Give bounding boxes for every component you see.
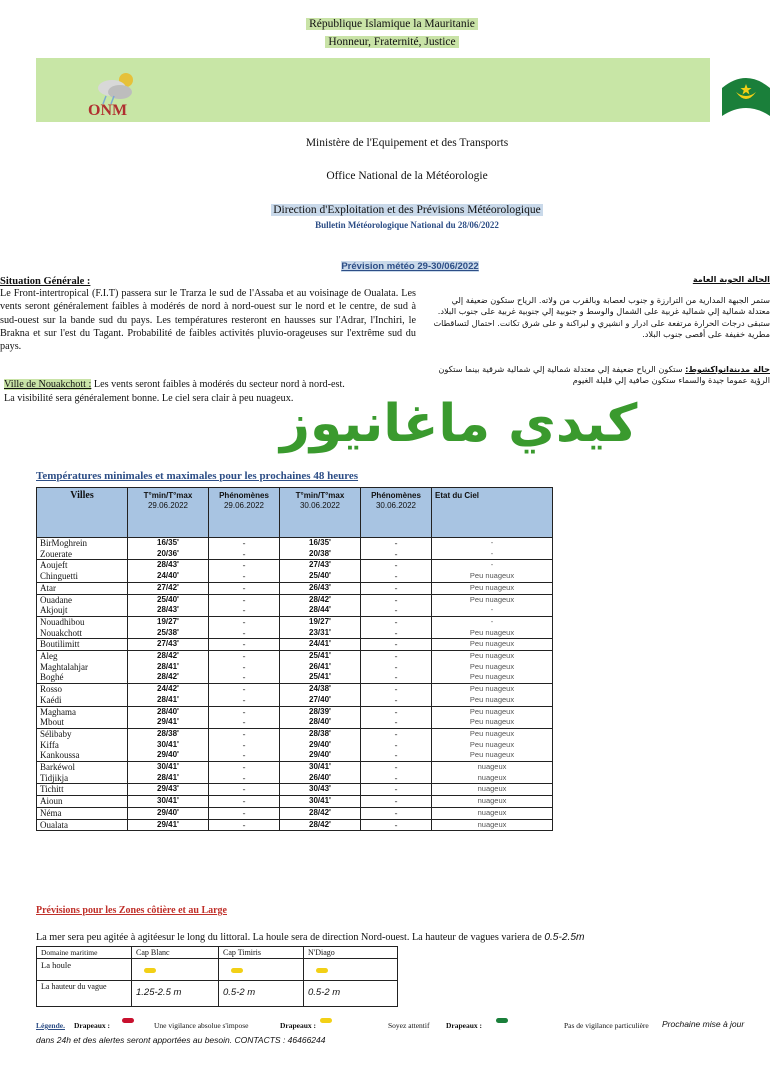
temp-day2-cell: 24/38'	[280, 684, 361, 695]
city-cell: Boghé	[37, 672, 128, 683]
city-cell: Aleg	[37, 651, 128, 662]
phen-day2-cell: -	[361, 762, 432, 773]
houle-flag-capblanc	[132, 959, 219, 981]
table-body	[37, 538, 553, 831]
yellow-flag-icon	[316, 968, 328, 973]
temp-day1-cell: 28/43'	[128, 560, 209, 571]
temp-day2-cell: 28/42'	[280, 807, 361, 819]
phen-day1-cell: -	[209, 819, 280, 831]
header-phen-day1: Phénomènes 29.06.2022	[209, 488, 280, 538]
sea-header-row	[37, 947, 398, 959]
phen-day1-cell: -	[209, 594, 280, 605]
table-header-row	[37, 488, 553, 538]
sky-cell: Peu nuageux	[432, 740, 553, 751]
houle-label: La houle	[37, 959, 132, 981]
phen-day2-cell: -	[361, 594, 432, 605]
table-row	[37, 773, 553, 784]
legend-red-text: Une vigilance absolue s'impose	[154, 1021, 249, 1030]
phen-day1-cell: -	[209, 560, 280, 571]
sky-cell: -	[432, 605, 553, 616]
sky-cell: Peu nuageux	[432, 717, 553, 728]
temp-day2-cell: 30/41'	[280, 796, 361, 808]
city-cell: BirMoghrein	[37, 538, 128, 549]
situation-text: Le Front-intertropical (F.I.T) passera sur le Trarza le sud de l'Assaba et au voisinage de Oualata. Les vents seront généralement faibles à modérés de nord à nord-ouest sur le nord et le centre, de sud à sud-ouest sur la bande sud du pays. Les températures resteront en hausses sur l'Adrar, l'Inchiri, le Brakna et sur l'est du Tagant. Probabilité de faibles activités pluvio-orageuses sur l'extrême sud du pays.	[0, 288, 416, 353]
city-cell: Oualata	[37, 819, 128, 831]
city-cell: Tichitt	[37, 784, 128, 796]
temp-day1-cell: 28/42'	[128, 672, 209, 683]
temp-day1-cell: 28/41'	[128, 695, 209, 706]
table-row	[37, 819, 553, 831]
temp-day1-cell: 30/41'	[128, 796, 209, 808]
phen-day1-cell: -	[209, 750, 280, 761]
houle-flag-captimiris	[219, 959, 304, 981]
phen-day2-cell: -	[361, 773, 432, 784]
temp-day1-cell: 28/38'	[128, 728, 209, 739]
temp-day1-cell: 30/41'	[128, 762, 209, 773]
table-row	[37, 740, 553, 751]
phen-day1-cell: -	[209, 672, 280, 683]
header-block	[0, 14, 784, 50]
phen-day2-cell: -	[361, 784, 432, 796]
sky-cell: Peu nuageux	[432, 651, 553, 662]
city-cell: Zouerate	[37, 549, 128, 560]
sea-header-ndiago: N'Diago	[304, 947, 398, 959]
phen-day1-cell: -	[209, 571, 280, 582]
temp-day1-cell: 29/41'	[128, 819, 209, 831]
header-phen-day2: Phénomènes 30.06.2022	[361, 488, 432, 538]
temp-day2-cell: 25/41'	[280, 651, 361, 662]
sea-header-capblanc: Cap Blanc	[132, 947, 219, 959]
temp-day1-cell: 16/35'	[128, 538, 209, 549]
phen-day2-cell: -	[361, 628, 432, 639]
phen-day1-cell: -	[209, 628, 280, 639]
phen-day1-cell: -	[209, 717, 280, 728]
yellow-flag-icon	[231, 968, 243, 973]
sky-cell: nuageux	[432, 773, 553, 784]
nouakchott-ar-text: ستكون الرياح ضعيفة إلي معتدلة شمالية إلي شمالية شرقية بينما ستكون الرؤية عموما جيدة والسماء ستكون صافية إلي قليلة الغيوم	[438, 364, 770, 386]
phen-day2-cell: -	[361, 706, 432, 717]
table-row	[37, 651, 553, 662]
sea-row-hauteur	[37, 981, 398, 1007]
city-cell: Maghama	[37, 706, 128, 717]
sky-cell: Peu nuageux	[432, 706, 553, 717]
situation-fr	[0, 276, 416, 353]
phen-day2-cell: -	[361, 549, 432, 560]
sky-cell: nuageux	[432, 796, 553, 808]
green-flag-icon	[496, 1018, 508, 1023]
table-row	[37, 672, 553, 683]
header-villes: Villes	[37, 488, 128, 538]
situation-ar-title: الحالة الجوية العامة	[692, 274, 770, 284]
situation-ar-text: ستمر الجبهة المدارية من الترارزة و جنوب لعصابة وبالقرب من ولاته. الرياح ستكون ضعيفة إلي معتدلة شمالية إلي شمالية غربية على الشمال والوسط و جنوبية إلي جنوبية غربية على جنوب البلاد. ستبقى درجات الحرارة مرتفعة على ادرار و انشيري و لبراكنة و على شرق تكانت. احتمال لتساقطات مطرية خفيفة على أقصى جنوب البلاد.	[433, 295, 770, 339]
temp-day1-cell: 29/41'	[128, 717, 209, 728]
sea-header-domain: Domaine maritime	[37, 947, 132, 959]
phen-day2-cell: -	[361, 807, 432, 819]
phen-day2-cell: -	[361, 740, 432, 751]
hauteur-capblanc: 1.25-2.5 m	[132, 981, 219, 1007]
yellow-flag-icon	[320, 1018, 332, 1023]
temp-day2-cell: 30/41'	[280, 762, 361, 773]
phen-day1-cell: -	[209, 582, 280, 594]
temp-day2-cell: 24/41'	[280, 639, 361, 651]
houle-flag-ndiago	[304, 959, 398, 981]
phen-day1-cell: -	[209, 695, 280, 706]
coastal-text	[36, 932, 776, 943]
phen-day2-cell: -	[361, 651, 432, 662]
phen-day1-cell: -	[209, 605, 280, 616]
phen-day2-cell: -	[361, 672, 432, 683]
phen-day1-cell: -	[209, 706, 280, 717]
city-cell: Kaédi	[37, 695, 128, 706]
sky-cell: Peu nuageux	[432, 750, 553, 761]
coastal-text-main: La mer sera peu agitée à agitéesur le long du littoral. La houle sera de direction Nord-ouest. La hauteur de vagues variera de	[36, 932, 545, 943]
sky-cell: Peu nuageux	[432, 728, 553, 739]
phen-day1-cell: -	[209, 684, 280, 695]
table-row	[37, 695, 553, 706]
yellow-flag-icon	[144, 968, 156, 973]
temp-day1-cell: 28/43'	[128, 605, 209, 616]
temp-day2-cell: 28/38'	[280, 728, 361, 739]
sky-cell: nuageux	[432, 807, 553, 819]
mauritania-flag	[716, 66, 776, 122]
table-row	[37, 594, 553, 605]
table-row	[37, 706, 553, 717]
phen-day2-cell: -	[361, 571, 432, 582]
legend-line	[36, 1018, 776, 1034]
legend-line2: dans 24h et des alertes seront apportées au besoin. CONTACTS : 46466244	[36, 1035, 326, 1045]
temp-day2-cell: 23/31'	[280, 628, 361, 639]
table-row	[37, 762, 553, 773]
temp-day2-cell: 26/43'	[280, 582, 361, 594]
temp-day1-cell: 28/41'	[128, 773, 209, 784]
flag-icon	[716, 66, 776, 122]
city-cell: Aioun	[37, 796, 128, 808]
temp-day2-cell: 28/42'	[280, 819, 361, 831]
city-cell: Rosso	[37, 684, 128, 695]
nouakchott-ar-title: حالة مدينةانواكشوط:	[685, 364, 770, 374]
direction-title: Direction d'Exploitation et des Prévisions Météorologique	[273, 204, 541, 216]
temp-day1-cell: 27/42'	[128, 582, 209, 594]
phen-day2-cell: -	[361, 616, 432, 627]
office-title: Office National de la Météorologie	[326, 170, 488, 182]
situation-ar	[430, 274, 770, 340]
table-row	[37, 571, 553, 582]
temp-day1-cell: 24/42'	[128, 684, 209, 695]
temp-day2-cell: 16/35'	[280, 538, 361, 549]
city-cell: Barkéwol	[37, 762, 128, 773]
prevision-title: Prévision météo 29-30/06/2022	[341, 261, 479, 272]
legend-drapeaux-red: Drapeaux :	[74, 1021, 111, 1030]
temp-day2-cell: 27/40'	[280, 695, 361, 706]
sky-cell: Peu nuageux	[432, 672, 553, 683]
sky-cell: Peu nuageux	[432, 684, 553, 695]
onm-logo-text: ONM	[88, 102, 128, 119]
temp-day2-cell: 27/43'	[280, 560, 361, 571]
onm-logo	[88, 68, 144, 120]
temp-day1-cell: 25/40'	[128, 594, 209, 605]
bulletin-title: Bulletin Météorologique National du 28/06/2022	[315, 220, 499, 230]
legend-yellow-text: Soyez attentif	[388, 1021, 430, 1030]
table-row	[37, 639, 553, 651]
temp-day2-cell: 28/42'	[280, 594, 361, 605]
phen-day1-cell: -	[209, 728, 280, 739]
phen-day1-cell: -	[209, 807, 280, 819]
phen-day1-cell: -	[209, 616, 280, 627]
table-row	[37, 628, 553, 639]
sky-cell: Peu nuageux	[432, 571, 553, 582]
temp-day2-cell: 26/41'	[280, 662, 361, 673]
phen-day2-cell: -	[361, 538, 432, 549]
sky-cell: Peu nuageux	[432, 695, 553, 706]
header-etat-ciel: Etat du Ciel	[432, 488, 553, 538]
situation-title: Situation Générale :	[0, 276, 91, 287]
phen-day1-cell: -	[209, 549, 280, 560]
table-row	[37, 560, 553, 571]
sky-cell: -	[432, 538, 553, 549]
temp-day2-cell: 28/39'	[280, 706, 361, 717]
table-row	[37, 796, 553, 808]
phen-day2-cell: -	[361, 717, 432, 728]
phen-day2-cell: -	[361, 582, 432, 594]
table-row	[37, 728, 553, 739]
phen-day1-cell: -	[209, 784, 280, 796]
legend-green-text: Pas de vigilance particulière	[564, 1021, 649, 1030]
city-cell: Nouadhibou	[37, 616, 128, 627]
nouakchott-ar	[430, 364, 770, 386]
header-temp-day1: T°min/T°max 29.06.2022	[128, 488, 209, 538]
phen-day1-cell: -	[209, 796, 280, 808]
temp-day1-cell: 29/43'	[128, 784, 209, 796]
temp-day1-cell: 28/40'	[128, 706, 209, 717]
ministry-title: Ministère de l'Equipement et des Transports	[305, 137, 509, 149]
phen-day2-cell: -	[361, 695, 432, 706]
table-row	[37, 582, 553, 594]
phen-day2-cell: -	[361, 560, 432, 571]
sky-cell: Peu nuageux	[432, 662, 553, 673]
city-cell: Ouadane	[37, 594, 128, 605]
city-cell: Kiffa	[37, 740, 128, 751]
city-cell: Maghtalahjar	[37, 662, 128, 673]
table-row	[37, 616, 553, 627]
phen-day2-cell: -	[361, 819, 432, 831]
temp-day2-cell: 29/40'	[280, 740, 361, 751]
table-title: Températures minimales et maximales pour les prochaines 48 heures	[36, 470, 359, 482]
table-row	[37, 684, 553, 695]
temp-day1-cell: 30/41'	[128, 740, 209, 751]
table-row	[37, 807, 553, 819]
hauteur-captimiris: 0.5-2 m	[219, 981, 304, 1007]
hauteur-ndiago: 0.5-2 m	[304, 981, 398, 1007]
sky-cell: Peu nuageux	[432, 628, 553, 639]
city-cell: Tidjikja	[37, 773, 128, 784]
table-row	[37, 549, 553, 560]
city-cell: Nouakchott	[37, 628, 128, 639]
temp-day2-cell: 28/40'	[280, 717, 361, 728]
temp-day2-cell: 30/43'	[280, 784, 361, 796]
city-cell: Néma	[37, 807, 128, 819]
phen-day1-cell: -	[209, 740, 280, 751]
sea-header-captimiris: Cap Timiris	[219, 947, 304, 959]
temp-day2-cell: 28/44'	[280, 605, 361, 616]
phen-day2-cell: -	[361, 684, 432, 695]
temp-day1-cell: 27/43'	[128, 639, 209, 651]
temperature-table	[36, 487, 553, 831]
city-cell: Atar	[37, 582, 128, 594]
phen-day1-cell: -	[209, 762, 280, 773]
sky-cell: -	[432, 549, 553, 560]
coastal-title: Prévisions pour les Zones côtière et au Large	[36, 905, 227, 916]
nouakchott-text2: La visibilité sera généralement bonne. Le ciel sera clair à peu nuageux.	[4, 392, 294, 404]
header-temp-day2: T°min/T°max 30.06.2022	[280, 488, 361, 538]
phen-day1-cell: -	[209, 639, 280, 651]
phen-day2-cell: -	[361, 639, 432, 651]
watermark-text: كيدي ماغانيوز	[280, 394, 638, 454]
city-cell: Sélibaby	[37, 728, 128, 739]
sky-cell: nuageux	[432, 784, 553, 796]
legend-next-update: Prochaine mise à jour	[662, 1019, 745, 1029]
sky-cell: Peu nuageux	[432, 582, 553, 594]
temp-day1-cell: 24/40'	[128, 571, 209, 582]
temp-day1-cell: 25/38'	[128, 628, 209, 639]
sky-cell: nuageux	[432, 762, 553, 773]
prevision-block	[0, 256, 784, 274]
table-row	[37, 662, 553, 673]
sky-cell: Peu nuageux	[432, 639, 553, 651]
sky-cell: -	[432, 616, 553, 627]
phen-day2-cell: -	[361, 796, 432, 808]
city-cell: Chinguetti	[37, 571, 128, 582]
table-row	[37, 717, 553, 728]
temp-day2-cell: 26/40'	[280, 773, 361, 784]
table-row	[37, 750, 553, 761]
temp-day1-cell: 28/41'	[128, 662, 209, 673]
hauteur-label: La hauteur du vague	[37, 981, 132, 1007]
direction-block	[0, 200, 784, 218]
temp-day1-cell: 20/36'	[128, 549, 209, 560]
temp-day1-cell: 29/40'	[128, 807, 209, 819]
phen-day1-cell: -	[209, 651, 280, 662]
city-cell: Mbout	[37, 717, 128, 728]
phen-day1-cell: -	[209, 773, 280, 784]
table-row	[37, 538, 553, 549]
city-cell: Boutilimitt	[37, 639, 128, 651]
temp-day1-cell: 28/42'	[128, 651, 209, 662]
temp-day2-cell: 19/27'	[280, 616, 361, 627]
temp-day1-cell: 19/27'	[128, 616, 209, 627]
sky-cell: Peu nuageux	[432, 594, 553, 605]
legend-label: Légende.	[36, 1021, 65, 1030]
city-cell: Aoujeft	[37, 560, 128, 571]
coastal-text-range: 0.5-2.5m	[544, 932, 585, 943]
sea-row-houle	[37, 959, 398, 981]
temp-day2-cell: 29/40'	[280, 750, 361, 761]
phen-day1-cell: -	[209, 662, 280, 673]
phen-day2-cell: -	[361, 750, 432, 761]
table-row	[37, 605, 553, 616]
table-row	[37, 784, 553, 796]
phen-day2-cell: -	[361, 728, 432, 739]
temp-day2-cell: 25/40'	[280, 571, 361, 582]
city-cell: Kankoussa	[37, 750, 128, 761]
sea-table	[36, 946, 398, 1007]
city-cell: Akjoujt	[37, 605, 128, 616]
temp-day2-cell: 25/41'	[280, 672, 361, 683]
republic-title: République Islamique la Mauritanie	[306, 18, 478, 30]
sky-cell: -	[432, 560, 553, 571]
nouakchott-label: Ville de Nouakchott :	[4, 379, 92, 390]
phen-day2-cell: -	[361, 662, 432, 673]
phen-day2-cell: -	[361, 605, 432, 616]
red-flag-icon	[122, 1018, 134, 1023]
phen-day1-cell: -	[209, 538, 280, 549]
motto: Honneur, Fraternité, Justice	[325, 36, 458, 48]
temp-day2-cell: 20/38'	[280, 549, 361, 560]
nouakchott-text1: Les vents seront faibles à modérés du secteur nord à nord-est.	[91, 379, 345, 390]
legend-drapeaux-green: Drapeaux :	[446, 1021, 483, 1030]
temp-day1-cell: 29/40'	[128, 750, 209, 761]
sky-cell: nuageux	[432, 819, 553, 831]
legend-drapeaux-yellow: Drapeaux :	[280, 1021, 317, 1030]
